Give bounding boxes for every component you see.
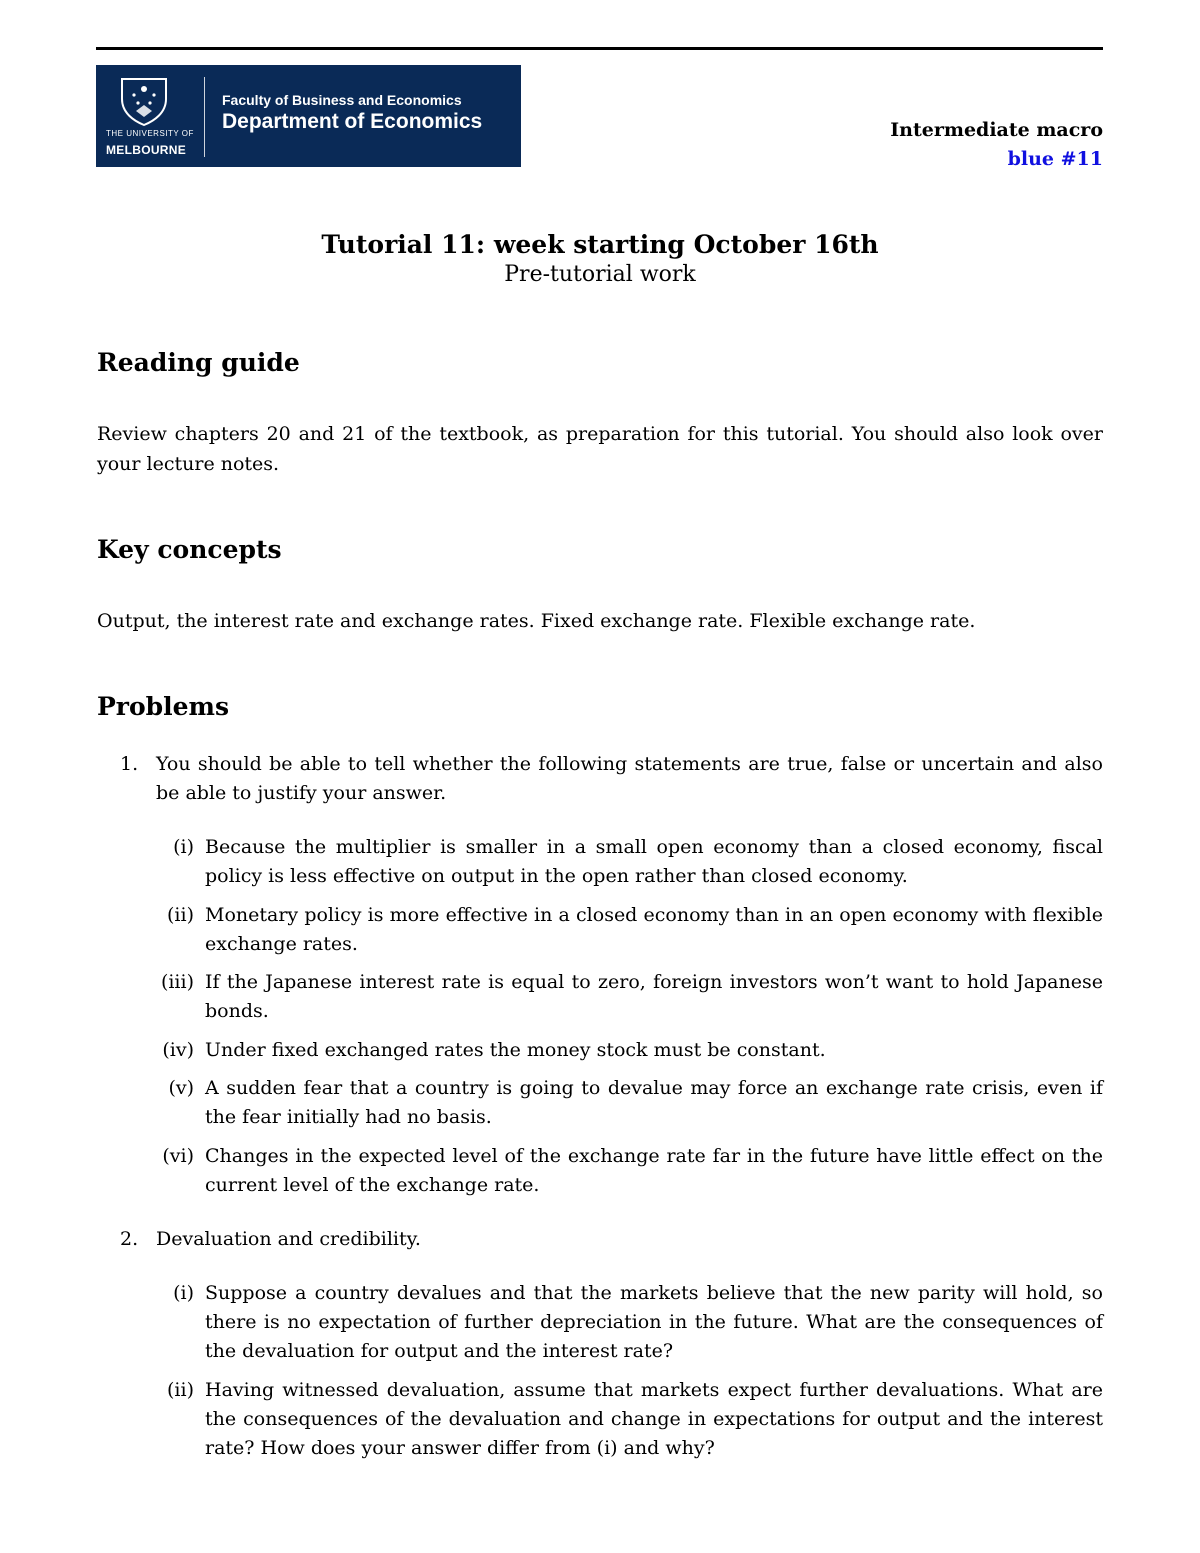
problem-number: 2. <box>120 1228 139 1250</box>
reading-guide-text: Review chapters 20 and 21 of the textbook, as preparation for this tutorial. You should also look over your lecture notes. <box>97 423 1103 475</box>
subitem-text: Changes in the expected level of the exchange rate far in the future have little effect on the current level of the exchange rate. <box>205 1145 1103 1196</box>
subitem-text: A sudden fear that a country is going to devalue may force an exchange rate crisis, even if the fear initially had no basis. <box>205 1077 1103 1128</box>
problem-number: 1. <box>120 753 139 775</box>
subitem-label: (iv) <box>162 1039 194 1061</box>
subitem-label: (i) <box>173 1282 194 1304</box>
subitem-text: Monetary policy is more effective in a closed economy than in an open economy with flexible exchange rates. <box>205 904 1103 955</box>
course-info <box>890 116 1103 174</box>
subitem-label: (vi) <box>162 1145 194 1167</box>
top-rule <box>96 47 1103 50</box>
problems-heading: Problems <box>97 692 230 721</box>
subitem-label: (ii) <box>167 1379 194 1401</box>
key-concepts-heading: Key concepts <box>97 535 282 564</box>
university-logo <box>96 65 521 167</box>
faculty-name: Faculty of Business and Economics <box>222 92 462 108</box>
page-subtitle: Pre-tutorial work <box>504 262 696 287</box>
subitem-text: If the Japanese interest rate is equal to zero, foreign investors won’t want to hold Japanese bonds. <box>205 971 1103 1022</box>
subitem-text: Having witnessed devaluation, assume that markets expect further devaluations. What are the consequences of the devaluation and change in expectations for output and the interest rate? How does your answer differ from (i) and why? <box>205 1379 1103 1459</box>
subitem-label: (i) <box>173 836 194 858</box>
university-name-small: THE UNIVERSITY OF <box>106 129 194 138</box>
crest-icon <box>116 75 172 127</box>
subitem-label: (iii) <box>160 971 194 993</box>
key-concepts-text: Output, the interest rate and exchange rates. Fixed exchange rate. Flexible exchange rate. <box>97 610 976 632</box>
reading-guide-heading: Reading guide <box>97 348 300 377</box>
subitem-text: Under fixed exchanged rates the money stock must be constant. <box>205 1039 826 1061</box>
subitem-label: (ii) <box>167 904 194 926</box>
department-name: Department of Economics <box>222 110 483 133</box>
subitem-text: Because the multiplier is smaller in a small open economy than a closed economy, fiscal policy is less effective on output in the open rather than closed economy. <box>205 836 1103 887</box>
problem-text: You should be able to tell whether the following statements are true, false or uncertain and also be able to justify your answer. <box>156 753 1103 804</box>
problem-text: Devaluation and credibility. <box>156 1228 421 1250</box>
course-code: blue #11 <box>1007 148 1103 170</box>
subitem-label: (v) <box>168 1077 194 1099</box>
logo-divider <box>204 77 205 157</box>
subitem-text: Suppose a country devalues and that the markets believe that the new parity will hold, so there is no expectation of further depreciation in the future. What are the consequences of the devaluation for output and the interest rate? <box>205 1282 1103 1362</box>
course-name: Intermediate macro <box>890 119 1103 141</box>
page-title: Tutorial 11: week starting October 16th <box>321 230 879 259</box>
university-name: MELBOURNE <box>106 143 187 157</box>
